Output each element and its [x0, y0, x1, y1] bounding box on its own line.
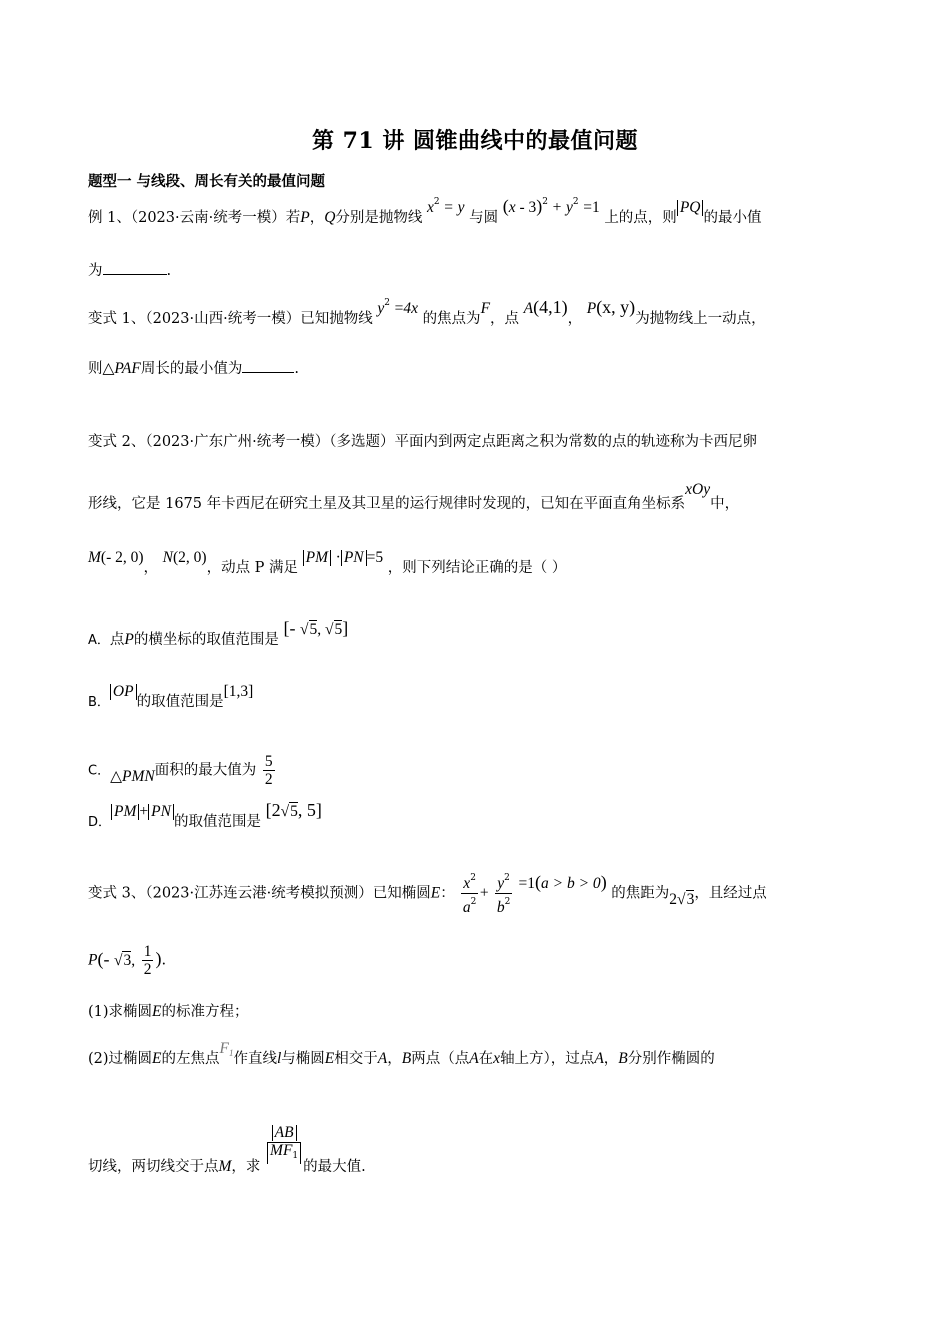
constraint-equation: PM · PN =5 [303, 550, 383, 566]
option-d: D．PM + PN的取值范围是 [2√5, 5] [88, 800, 322, 830]
variant-1-line-2: 则△PAF周长的最小值为 . [88, 360, 299, 377]
page-title: 第 71 讲 圆锥曲线中的最值问题 [311, 128, 639, 154]
ellipse-y-term: $\frac{y^2}{b^2}$ [495, 870, 512, 917]
variant-3-line-2: P(- √3, $\frac{1}{2}$ ). [88, 943, 167, 978]
pq-abs: PQ [677, 200, 704, 216]
circle-equation: $(x - 3)^2 + y^2 =1$ [502, 196, 600, 216]
variant-2-line-3: M(- 2, 0)， N(2, 0)，动点 P 满足 PM · PN =5 ，则下列结论正确的是（ ） [88, 549, 567, 576]
ratio-ab-mf1: $\frac{AB}{MF_1}$ [267, 1125, 301, 1164]
example-1-line-2: 为 . [88, 263, 172, 279]
section-heading: 题型一 与线段、周长有关的最值问题 [88, 173, 326, 190]
option-b: B．OP的取值范围是[1,3] [88, 683, 254, 710]
fraction-5-2: $\frac{5}{2}$ [264, 753, 273, 788]
variant-1-line-1: 变式 1、（2023·山西·统考一模）已知抛物线 $y^2 =4x$ 的焦点为F，点 A(4,1)， P(x, y)为抛物线上一动点， [88, 297, 766, 327]
variant-2-line-2: 形线，它是 1675 年卡西尼在研究土星及其卫星的运行规律时发现的，已知在平面直角坐标系xOy中， [88, 481, 740, 512]
option-a: A．点P的横坐标的取值范围是 [- √5, √5] [88, 618, 349, 648]
variant-2-line-1: 变式 2、（2023·广东广州·统考一模）（多选题）平面内到两定点距离之积为常数的点的轨迹称为卡西尼卵 [88, 434, 757, 450]
ellipse-x-term: $\frac{x^2}{a^2}$ [461, 870, 478, 917]
variant-3-line-1: 变式 3、（2023·江苏连云港·统考模拟预测）已知椭圆E： $\frac{x^2}{a^2}$ + $\frac{y^2}{b^2}$ =1(a > b > 0) 的焦距为2√3，且经过点 [88, 871, 767, 916]
option-c: C．△PMN面积的最大值为 $\frac{5}{2}$ [88, 753, 273, 788]
answer-blank [242, 360, 294, 373]
question-2-line-2: 切线，两切线交于点M，求 $\frac{AB}{MF_1}$ 的最大值. [88, 1124, 366, 1175]
question-2-line-1: (2)过椭圆E的左焦点$F_1$作直线l与椭圆E相交于A，B两点（点A在x轴上方），过点A，B分别作椭圆的 [88, 1040, 715, 1067]
example-1-line-1: 例 1、（2023·云南·统考一模）若P，Q分别是抛物线 $x^2 = y$ 与圆 $(x - 3)^2 + y^2 =1$ 上的点，则PQ的最小值 [88, 196, 762, 226]
question-1: (1)求椭圆E的标准方程； [88, 1003, 249, 1020]
answer-blank [103, 262, 167, 275]
parabola-equation: $y^2 =4x$ [377, 298, 418, 317]
parabola-equation: $x^2 = y$ [427, 197, 465, 216]
